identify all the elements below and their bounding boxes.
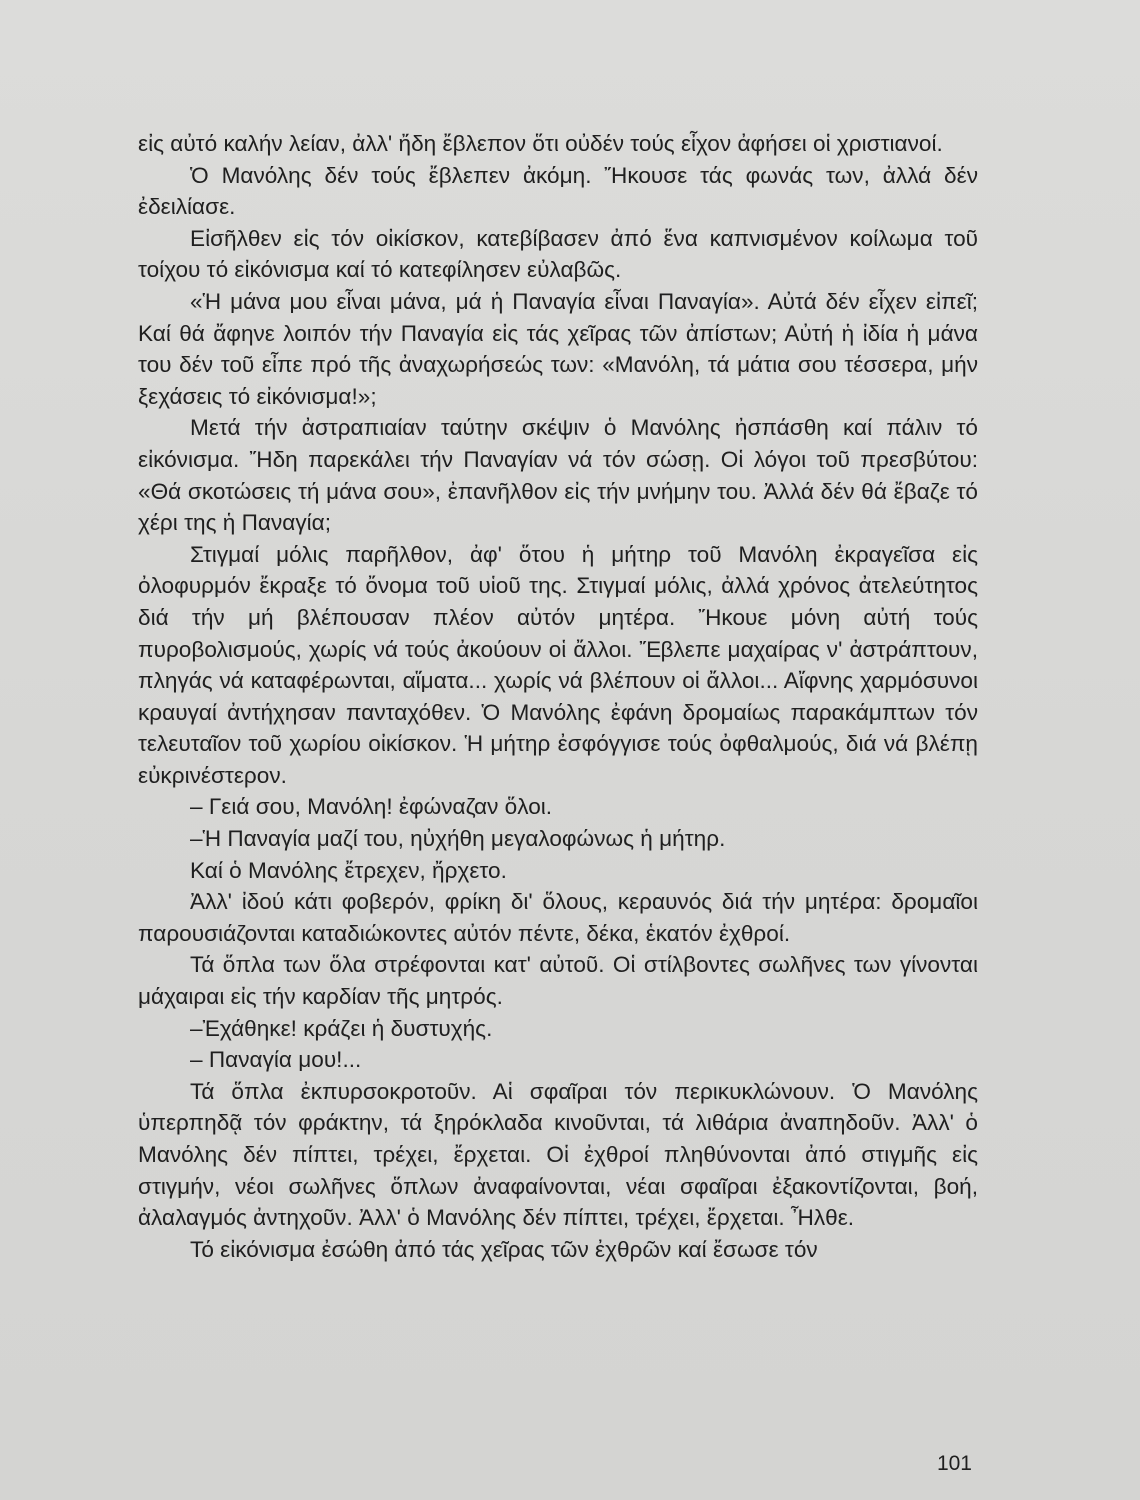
paragraph: Τά ὅπλα ἐκπυρσοκροτοῦν. Αἱ σφαῖραι τόν περικυκλώνουν. Ὁ Μανόλης ὑπερπηδᾷ τόν φράκτην, τά ξηρόκλαδα κινοῦνται, τά λιθάρια ἀναπηδοῦν. Ἀλλ' ὁ Μανόλης δέν πίπτει, τρέχει, ἔρχεται. Οἱ ἐχθροί πληθύνονται ἀπό στιγμῆς εἰς στιγμήν, νέοι σωλῆνες ὅπλων ἀναφαίνονται, νέαι σφαῖραι ἐξακοντίζονται, βοή, ἀλαλαγμός ἀντηχοῦν. Ἀλλ' ὁ Μανόλης δέν πίπτει, τρέχει, ἔρχεται. Ἦλθε. — [138, 1078, 978, 1231]
dialogue-line: – Γειά σου, Μανόλη! ἐφώναζαν ὅλοι. — [190, 794, 553, 820]
paragraph: Ὁ Μανόλης δέν τούς ἔβλεπεν ἀκόμη. Ἤκουσε τάς φωνάς των, ἀλλά δέν ἐδειλίασε. — [138, 162, 978, 220]
paragraph: «Ἡ μάνα μου εἶναι μάνα, μά ἡ Παναγία εἶναι Παναγία». Αὐτά δέν εἶχεν εἰπεῖ; Καί θά ἄφηνε λοιπόν τήν Παναγία εἰς τάς χεῖρας τῶν ἀπίστων; Αὐτή ἡ ἰδία ἡ μάνα του δέν τοῦ εἶπε πρό τῆς ἀναχωρήσεώς των: «Μανόλη, τά μάτια σου τέσσερα, μήν ξεχάσεις τό εἰκόνισμα!»; — [138, 288, 978, 409]
dialogue-line: –Ἡ Παναγία μαζί του, ηὐχήθη μεγαλοφώνως ἡ μήτηρ. — [190, 826, 726, 852]
dialogue-line: –Ἐχάθηκε! κράζει ἡ δυστυχής. — [190, 1015, 493, 1041]
paragraph: Εἰσῆλθεν εἰς τόν οἰκίσκον, κατεβίβασεν ἀπό ἕνα καπνισμένον κοίλωμα τοῦ τοίχου τό εἰκόνισμα καί τό κατεφίλησεν εὐλαβῶς. — [138, 225, 978, 283]
paragraph: Μετά τήν ἀστραπιαίαν ταύτην σκέψιν ὁ Μανόλης ἠσπάσθη καί πάλιν τό εἰκόνισμα. Ἤδη παρεκάλει τήν Παναγίαν νά τόν σώσῃ. Οἱ λόγοι τοῦ πρεσβύτου: «Θά σκοτώσεις τή μάνα σου», ἐπανῆλθον εἰς τήν μνήμην του. Ἀλλά δέν θά ἔβαζε τό χέρι της ἡ Παναγία; — [138, 415, 978, 536]
paragraph: Ἀλλ' ἰδού κάτι φοβερόν, φρίκη δι' ὅλους, κεραυνός διά τήν μητέρα: δρομαῖοι παρουσιάζονται καταδιώκοντες αὐτόν πέντε, δέκα, ἑκατόν ἐχθροί. — [138, 889, 978, 946]
paragraph: Καί ὁ Μανόλης ἔτρεχεν, ἤρχετο. — [190, 857, 507, 883]
paragraph: Τά ὅπλα των ὅλα στρέφονται κατ' αὐτοῦ. Οἱ στίλβοντες σωλῆνες των γίνονται μάχαιραι εἰς τήν καρδίαν τῆς μητρός. — [138, 952, 978, 1010]
paragraph: Στιγμαί μόλις παρῆλθον, ἀφ' ὅτου ἡ μήτηρ τοῦ Μανόλη ἐκραγεῖσα εἰς ὀλοφυρμόν ἔκραξε τό ὄνομα τοῦ υἱοῦ της. Στιγμαί μόλις, ἀλλά χρόνος ἀτελεύτητος διά τήν μή βλέπουσαν πλέον αὐτόν μητέρα. Ἤκουε μόνη αὐτή τούς πυροβολισμούς, χωρίς νά τούς ἀκούουν οἱ ἄλλοι. Ἔβλεπε μαχαίρας ν' ἀστράπτουν, πληγάς νά καταφέρωνται, αἵματα... χωρίς νά βλέπουν οἱ ἄλλοι... Αἴφνης χαρμόσυνοι κραυγαί ἀντήχησαν πανταχόθεν. Ὁ Μανόλης ἐφάνη δρομαίως παρακάμπτων τόν τελευταῖον τοῦ χωρίου οἰκίσκον. Ἡ μήτηρ ἐσφόγγισε τούς ὀφθαλμούς, διά νά βλέπῃ εὐκρινέστερον. — [138, 541, 978, 788]
dialogue-line: – Παναγία μου!... — [190, 1047, 362, 1073]
page-number: 101 — [936, 1452, 972, 1475]
paragraph: εἰς αὐτό καλήν λείαν, ἀλλ' ἤδη ἔβλεπον ὅτι οὐδέν τούς εἶχον ἀφήσει οἱ χριστιανοί. — [138, 131, 943, 156]
paragraph: Τό εἰκόνισμα ἐσώθη ἀπό τάς χεῖρας τῶν ἐχθρῶν καί ἔσωσε τόν — [190, 1236, 818, 1262]
body-text — [138, 128, 978, 1265]
